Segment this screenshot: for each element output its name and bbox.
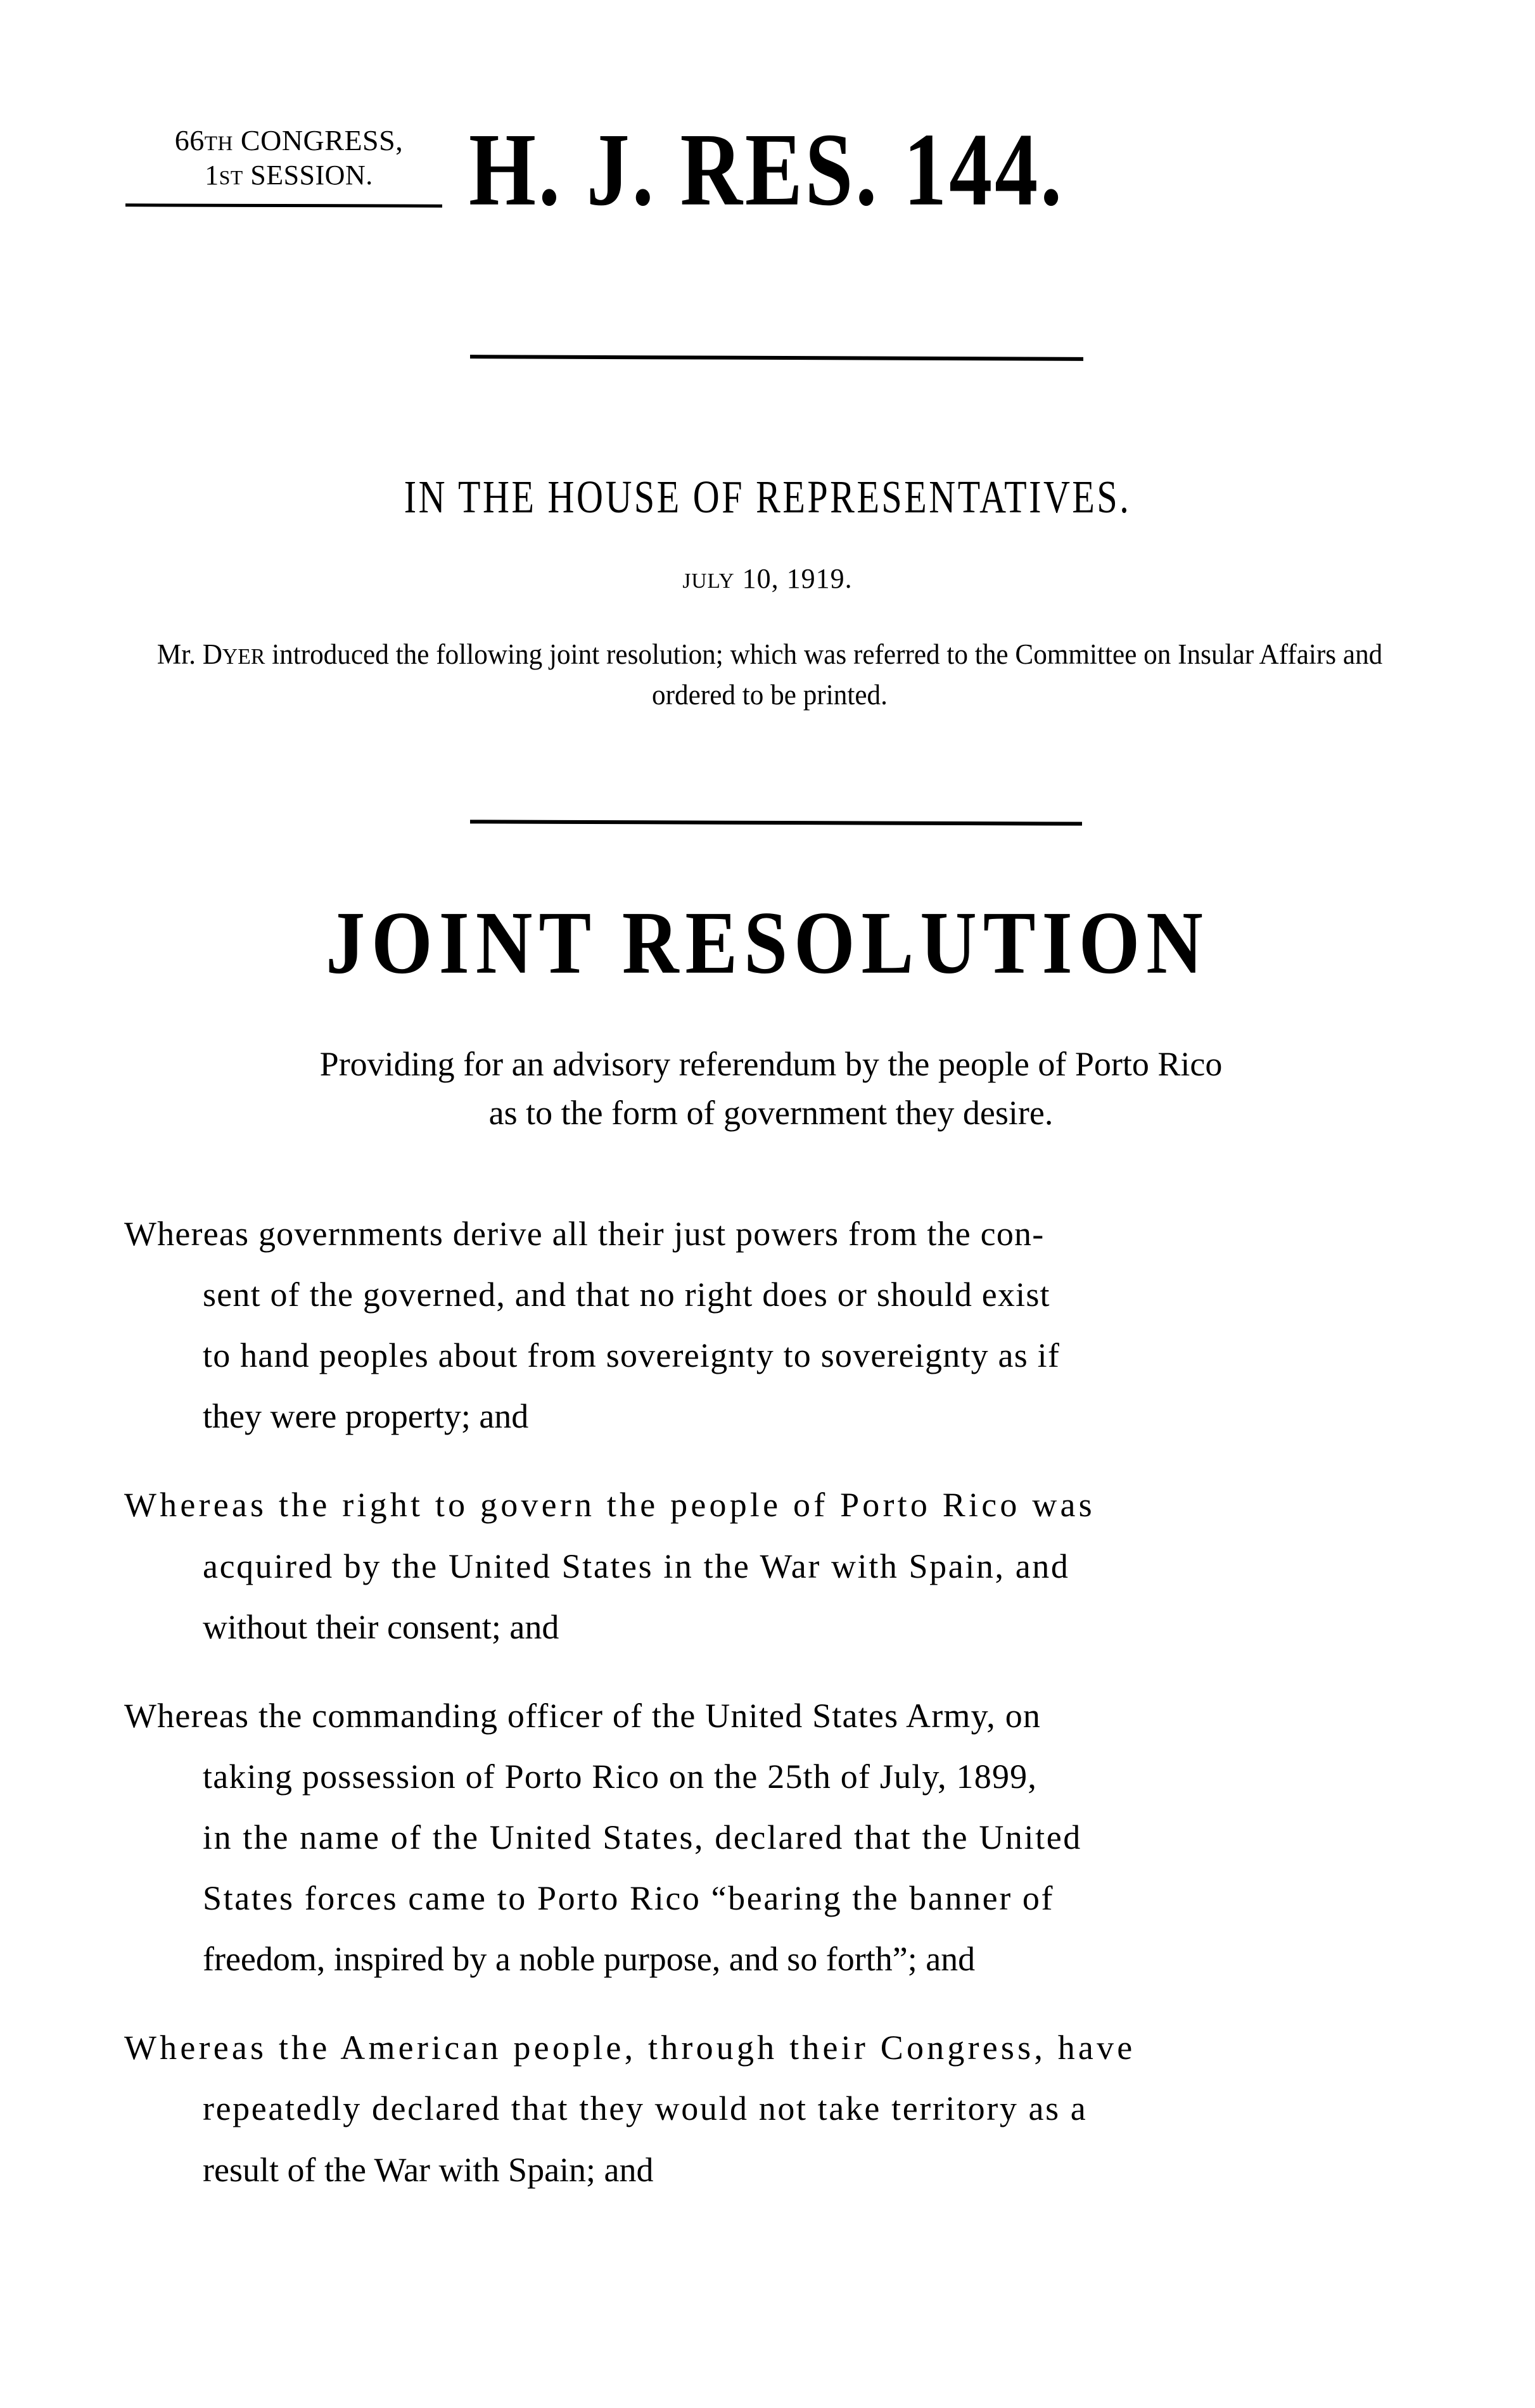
divider-rule-bottom (470, 820, 1082, 825)
clause-line: result of the War with Spain; and (203, 2150, 654, 2189)
session-ordinal-suffix: ST (219, 167, 243, 189)
clause-line: acquired by the United States in the War with Spain, and (203, 1547, 1070, 1585)
whereas-clause (124, 1203, 1423, 1447)
member-name-rest: YER (222, 644, 265, 669)
clause-line: Whereas the commanding officer of the United States Army, on (124, 1696, 1041, 1735)
referral-prefix: Mr. (156, 638, 203, 670)
dateline-rest: 10, 1919. (734, 563, 853, 594)
masthead (0, 111, 1535, 232)
clause-line: repeatedly declared that they would not take territory as a (203, 2089, 1088, 2128)
referral-note (150, 635, 1389, 716)
congress-block-rule (125, 203, 442, 207)
referral-line1-tail: introduced the following joint resolution; which was referred to the (265, 638, 1009, 670)
congress-ordinal: 66 (174, 124, 205, 156)
clause-line: without their consent; and (203, 1607, 559, 1646)
whereas-clause (124, 1685, 1423, 1990)
clause-line: taking possession of Porto Rico on the 25th of July, 1899, (203, 1757, 1038, 1796)
congress-word: CONGRESS, (232, 124, 404, 156)
document-number: H. J. RES. 144. (469, 111, 1065, 227)
member-name (203, 638, 265, 670)
clause-line: they were property; and (203, 1397, 529, 1436)
clause-line: in the name of the United States, declared that the United (203, 1818, 1082, 1856)
congress-session-block (124, 124, 454, 192)
clause-line: States forces came to Porto Rico “bearing the banner of (203, 1879, 1055, 1918)
clause-line: Whereas the American people, through their Congress, have (124, 2029, 1136, 2067)
clause-line: to hand peoples about from sovereignty to sovereignty as if (203, 1336, 1060, 1375)
session-line (124, 160, 454, 191)
dateline (0, 562, 1535, 595)
page-title: JOINT RESOLUTION (326, 893, 1209, 992)
congress-ordinal-suffix: TH (204, 132, 233, 155)
session-ordinal: 1 (205, 160, 219, 191)
subtitle-line-2: as to the form of government they desire. (488, 1093, 1054, 1132)
clause-line: Whereas governments derive all their just powers from the con- (124, 1215, 1045, 1253)
dateline-month: JULY (682, 569, 735, 593)
clause-line: sent of the governed, and that no right does or should exist (203, 1276, 1050, 1314)
congress-line (124, 124, 454, 157)
subtitle-line-1: Providing for an advisory referendum by the people of Porto Rico (319, 1045, 1223, 1083)
member-name-initial: D (202, 638, 222, 670)
whereas-clause (124, 2017, 1423, 2200)
resolution-body (124, 1203, 1423, 2228)
whereas-clause (124, 1474, 1423, 1657)
divider-rule-top (470, 355, 1083, 361)
subtitle (124, 1040, 1418, 1137)
chamber-heading: IN THE HOUSE OF REPRESENTATIVES. (404, 472, 1131, 523)
referral-line2: Committee on Insular Affairs and ordered to be printed. (652, 638, 1383, 711)
session-word: SESSION. (243, 160, 373, 191)
clause-line: freedom, inspired by a noble purpose, and so forth”; and (203, 1940, 976, 1979)
clause-line: Whereas the right to govern the people of Porto Rico was (124, 1486, 1095, 1524)
